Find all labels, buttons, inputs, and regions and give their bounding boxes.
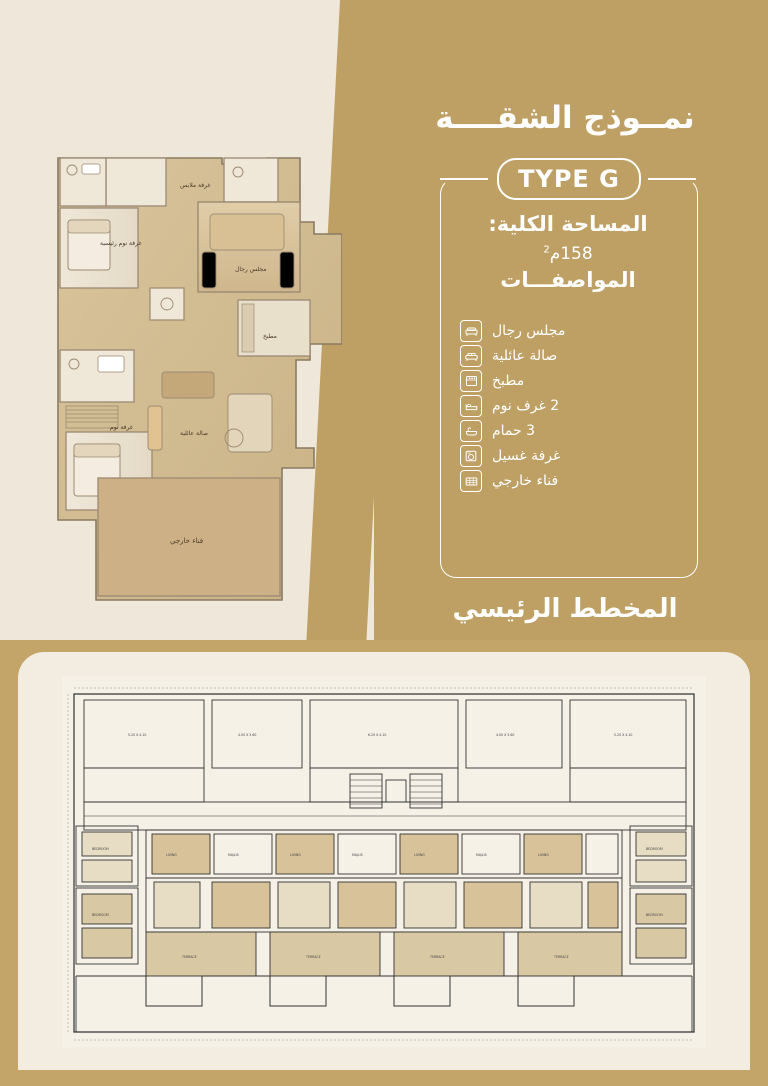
plan-dim-text: TERRACE [182,955,197,959]
plan-dim-text: 6.20 X 4.10 [368,733,387,737]
plan-dim-text: LIVING [414,853,425,857]
apt-room [588,882,618,928]
plan-dim-text: BEDROOM [646,847,663,851]
plan-dim-text: 5.20 X 4.10 [614,733,633,737]
terrace-4 [518,932,622,976]
area-unit-exponent: 2 [543,244,550,256]
yard-icon [460,470,482,492]
area-number: 158م [549,244,593,264]
dining-table [162,372,214,398]
top-room-2 [212,700,302,768]
apt-room [462,834,520,874]
top-corridor-1 [84,768,204,802]
apt-room [152,834,210,874]
apt-bath [404,882,456,928]
main-plan-title: المخطط الرئيسي [452,594,678,624]
apt-bath [530,882,582,928]
plan-dim-text: TERRACE [306,955,321,959]
majlis-sofa-set [210,214,284,250]
plan-label-majlis: مجلس رجال [235,266,267,273]
spec-item-bathrooms [460,420,680,442]
plan-dim-text: 4.00 X 3.60 [238,733,257,737]
left-unit-room-1 [82,832,132,856]
plan-dim-text: TERRACE [554,955,569,959]
master-floor-plan [62,676,706,1048]
plan-dim-text: 5.20 X 4.10 [128,733,147,737]
spec-item-kitchen [460,370,680,392]
living-sofa-2 [148,406,162,450]
spec-label-bedrooms: 2 غرف نوم [492,398,560,414]
spec-label-yard: فناء خارجي [492,473,559,489]
spec-item-bedrooms [460,395,680,417]
right-unit-room-1 [636,832,686,856]
majlis-sofa-right [280,252,294,288]
kitchen-icon [460,370,482,392]
right-unit-room-2 [636,860,686,882]
spec-label-majlis: مجلس رجال [492,323,566,339]
room-bath-2 [224,158,278,202]
bottom-facade-line [76,976,692,1006]
left-unit-room-3 [82,894,132,924]
plan-label-master-bedroom: غرفة نوم رئيسية [100,240,142,247]
apt-room [212,882,270,928]
specifications-list [460,320,680,495]
top-corridor-3 [570,768,686,802]
spec-label-bathrooms: 3 حمام [492,423,536,439]
room-dressing [106,158,166,206]
plan-dim-text: BEDROOM [92,913,109,917]
spec-label-laundry: غرفة غسيل [492,448,561,464]
specifications-title: المواصفـــات [500,268,636,292]
terrace-3 [394,932,504,976]
apt-room [276,834,334,874]
master-plan-drawing [62,676,706,1048]
plan-dim-text: LIVING [166,853,177,857]
apt-room [400,834,458,874]
apt-room [524,834,582,874]
spec-item-family-living [460,345,680,367]
elevator-shaft [386,780,406,802]
plan-dim-text: BEDROOM [646,913,663,917]
stair-core-right [410,774,442,808]
left-unit-room-4 [82,928,132,958]
plan-label-bedroom-2: غرفة نوم [110,424,133,431]
unit-plan-drawing [52,148,342,618]
majlis-sofa-left [202,252,216,288]
plan-label-dressing: غرفة ملابس [180,182,211,189]
plan-dim-text: 4.00 X 3.60 [496,733,515,737]
page-title: نمــوذج الشقــــة [435,100,695,136]
plan-label-yard: فناء خارجي [170,537,204,545]
top-corridor-2 [310,768,458,802]
apt-bath [278,882,330,928]
spec-label-family-living: صالة عائلية [492,348,558,364]
kitchen-counter [242,304,254,352]
stair-core-left [350,774,382,808]
apt-room [338,834,396,874]
apt-room [214,834,272,874]
spec-item-laundry [460,445,680,467]
plan-label-kitchen: مطبخ [263,333,277,340]
family-sofa-icon [460,345,482,367]
spec-item-majlis [460,320,680,342]
plan-dim-text: MAJLIS [352,853,363,857]
spec-label-kitchen: مطبخ [492,373,525,389]
left-unit-room-2 [82,860,132,882]
plan-dim-text: MAJLIS [228,853,239,857]
apt-room [464,882,522,928]
plan-dim-text: BEDROOM [92,847,109,851]
right-unit-room-4 [636,928,686,958]
sofa-icon [460,320,482,342]
shower-fixture [98,356,124,372]
bath-icon [460,420,482,442]
plan-label-family-living: صالة عائلية [180,430,208,437]
terrace-1 [146,932,256,976]
plan-dim-text: LIVING [290,853,301,857]
plan-dim-text: TERRACE [430,955,445,959]
plan-dim-text: MAJLIS [476,853,487,857]
washer-icon [460,445,482,467]
living-sofa [228,394,272,452]
plan-dim-text: LIVING [538,853,549,857]
bed-pillows-2 [74,444,120,457]
apt-room [586,834,618,874]
room-laundry [150,288,184,320]
bed-pillows [68,220,110,233]
right-unit-room-3 [636,894,686,924]
total-area-label: المساحة الكلية: [488,212,648,236]
tub-fixture [82,164,100,174]
terrace-2 [270,932,380,976]
unit-floor-plan [52,148,342,618]
total-area-value [440,244,696,264]
type-badge: TYPE G [497,158,641,200]
apt-bath [154,882,200,928]
apt-room [338,882,396,928]
spec-item-yard [460,470,680,492]
bed-icon [460,395,482,417]
